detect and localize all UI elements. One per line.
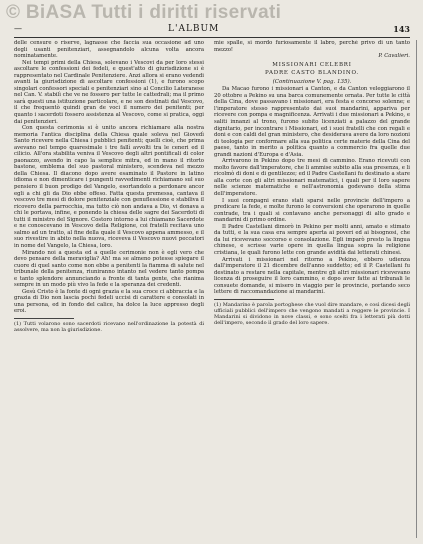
paragraph: Arrivati i missionari nel ritorno a Pekino, ebbero udienza dall'imperatore il 21 dicembre dell'anno suddetto; ed il P. Castellani fu destinato a restare nella capitale, mentre gli altri missionari ricevevano licenza di proseguire il loro cammino, e dopo aver fatte ai tribunali le consuete domande, si misero in viaggio per le provincie, portando seco lettere di raccomandazione ai mandarini. <box>214 256 410 296</box>
right-column <box>214 40 410 540</box>
article-title: PADRE CASTO BLANDINO. <box>265 70 359 77</box>
paragraph: Il Padre Castellani dimorò in Pekino per molti anni, amato e stimato da tutti, e la sua casa era sempre aperta ai poveri ed ai bisognosi, che da lui ricevevano soccorso e consolazione. Egli imparò presto la lingua chinese, e scrisse varie opere in quella lingua sopra la religione cristiana, le quali furono lette con grande avidità dai letterati chinesi. <box>214 223 410 256</box>
left-column <box>14 40 204 540</box>
page-number: 143 <box>393 24 410 34</box>
paragraph: I suoi compagni erano stati sparsi nelle provincie dell'impero a predicare la fede, e molte furono le conversioni che operarono in quelle contrade, tra i quali si contavano anche personaggi di alto grado e mandarini di primo ordine. <box>214 197 410 224</box>
paragraph: Gesù Cristo è la fonte di ogni grazia e la sua croce ci abbraccia e la grazia di Dio non lascia pochi fedeli uccisi di carattere e consolati in una persona, ed in fondo del calice, ha dolce la luce appresso degli eroi. <box>14 288 204 315</box>
paragraph: Da Macao furono i missionari a Canton, e da Canton veleggiarono il 20 ottobre a Pekino su una barca comunemente ornata. Per tutte le città della Cina, dove passavano i missionari, era festa e concorso solenne; e l'imperatore stesso rappresentato dai suoi mandarini, appariva per ricevere con pompa e magnificenza. Arrivati i due missionari a Pekino, e saliti innanzi al trono, furono subito licenziati a palazzo del grande dignitario, per incontrare i Missionari, ed i suoi fratelli che con regali e doni e con caldi del gran ministero, che desiderava avere da loro nozioni di teologia per conformare alla sua politica certe materie della Cina del paese, tanto in merito a politica quanto a commercio fra quelle due grandi nazioni d'Europa e d'Asia. <box>214 86 410 158</box>
footnote-rule <box>14 318 74 319</box>
page-header <box>14 24 410 38</box>
continuation-note: (Continuazione V. pag. 135). <box>272 78 352 85</box>
paragraph: Mirando noi a questa ed a quelle cerimonie non è egli vero che devo pensare della meraviglia? Ah! ma se almeno potesse spiegare il cuore di quel santo come non ebbe a penitenti la fiamma di salute nel tribunale della penitenza, riuniranno intanto nel vedere tanto pompa e tanto splendore annunciando a fronte di tanta gente, che rianima sempre in un modo più vivo la fede e la speranza dei credenti. <box>14 249 204 289</box>
footnote: (1) Mandarino è parola portoghese che vuol dire mandare, e così dicesi degli ufficiali pubblici dell'impero che vengono mandati a reggere le provincie. I Mandarini si dividono in nove classi, e sono scelti fra i letterati più dotti dell'impero, secondo il grado del loro sapere. <box>214 301 410 327</box>
paragraph: delle censure o riserve, lagnasse che faccia sua occasione ad uno degli usanti penitenziari, assegnandolo alcuna volta ancora nominatamente. <box>14 40 204 60</box>
watermark: © BiASA Tutti i diritti riservati <box>6 2 282 23</box>
header-rule <box>14 37 410 38</box>
paragraph: mie spalle, si mordo furiosamente il labro, perchè privo di un tanto mezzo! <box>214 40 410 53</box>
page-edge-line <box>416 40 417 538</box>
running-title: L'ALBUM <box>168 24 220 34</box>
header-left-mark: — <box>14 24 22 33</box>
paragraph: Arrivarono in Pekino dopo tre mesi di cammino. Erano ricevuti con molto favore dall'imperatore, che li ammise subito alla sua presenza, e li ricolmò di doni e di gentilezze; ed il Padre Castellani fu destinato a stare alla corte con gli altri missionari matematici, i quali per il loro sapere nelle scienze matematiche e nell'astronomia godevano della stima dell'imperatore. <box>214 158 410 198</box>
signature: P. Cavalieri. <box>378 53 410 60</box>
section-heading: MISSIONARI CELEBRI <box>272 61 352 68</box>
paragraph: Con questa cerimonia si è unito ancora richiamare alla nostra memoria l'antica disciplina della Chiesa quale soleva nel Giovedì Santo ricevere nella Chiesa i pubblici penitenti; quelli cioè, che prima avevano nel tempo quaresimale i tre fallì avvolti tra le ceneri ed il cilicio. All'ora stabilita veniva il Vescovo degli altri pontificali di color paonazzo, avendo in capo la semplice mitra, ed in mano il ritorto bastone, emblema del suo pastoral ministero, scendeva nel mezzo della Chiesa. Il diacono dopo avere esaminato il Pastore in latino idioma e non dimenticare i pungenti ravvedimenti richiamano sul suo pensiero il buon prodigo del Vangelo, esortandolo a perdonare ancor egli a chi gli da Dio ebbe offeso. Fatta questa premessa, cantava il vescovo tre mesi di dolore penitenziale con genuflessione e stabiliva il ricovero della parrocchia, ma tutto ciò non andava a Dio, vi donava a chi le portava, infine, e ponendo la chiesa delle sagre dei Sacerdoti di tutti il ministro del Signore. Costoro intorno a lui chiamano Sacerdote e ne conoscevano in Vescovo della Religione, coi fratelli recitava uno salmo ad un tratto, al fine della quale il Vescovo appena ammesso, e il suo rivestire in abito nella nuova, riceveva il Vescovo nuovi peccatori in nome del Vangelo, la Chiesa, loro. <box>14 125 204 249</box>
paragraph: Nei tempi primi della Chiesa, solevano i Vescovi da per loro stessi ascoltare le confessioni dei fedeli, e quest'atto di giurisdizione si è rappresentato nel Cardinale Penitenziere. Anzi allora si erano vedendi avanti la giurisdizione di ascoltare confessioni (1), e furono scopo singolari confessori speciali e penitenziari sino al Concilio Lateranese nel Can. V. stabilì che ve ne fossero per tutte le cattedrali; ma il primo sarà questi una istituzione particolare, e ne son destinati dal Vescovo, il che frequentò quindi gran de voci il numero dei penitenti; per quanto i sacerdoti fossero assistenza al Vescovo, come si pratica, oggi dai penitenzieri. <box>14 59 204 125</box>
footnote-rule <box>214 299 274 300</box>
footnote: (1) Tutti volarono sono sacerdoti ricevano nell'ordinazione la potestà di assolvere, ma non la giurisdizione. <box>14 320 204 334</box>
